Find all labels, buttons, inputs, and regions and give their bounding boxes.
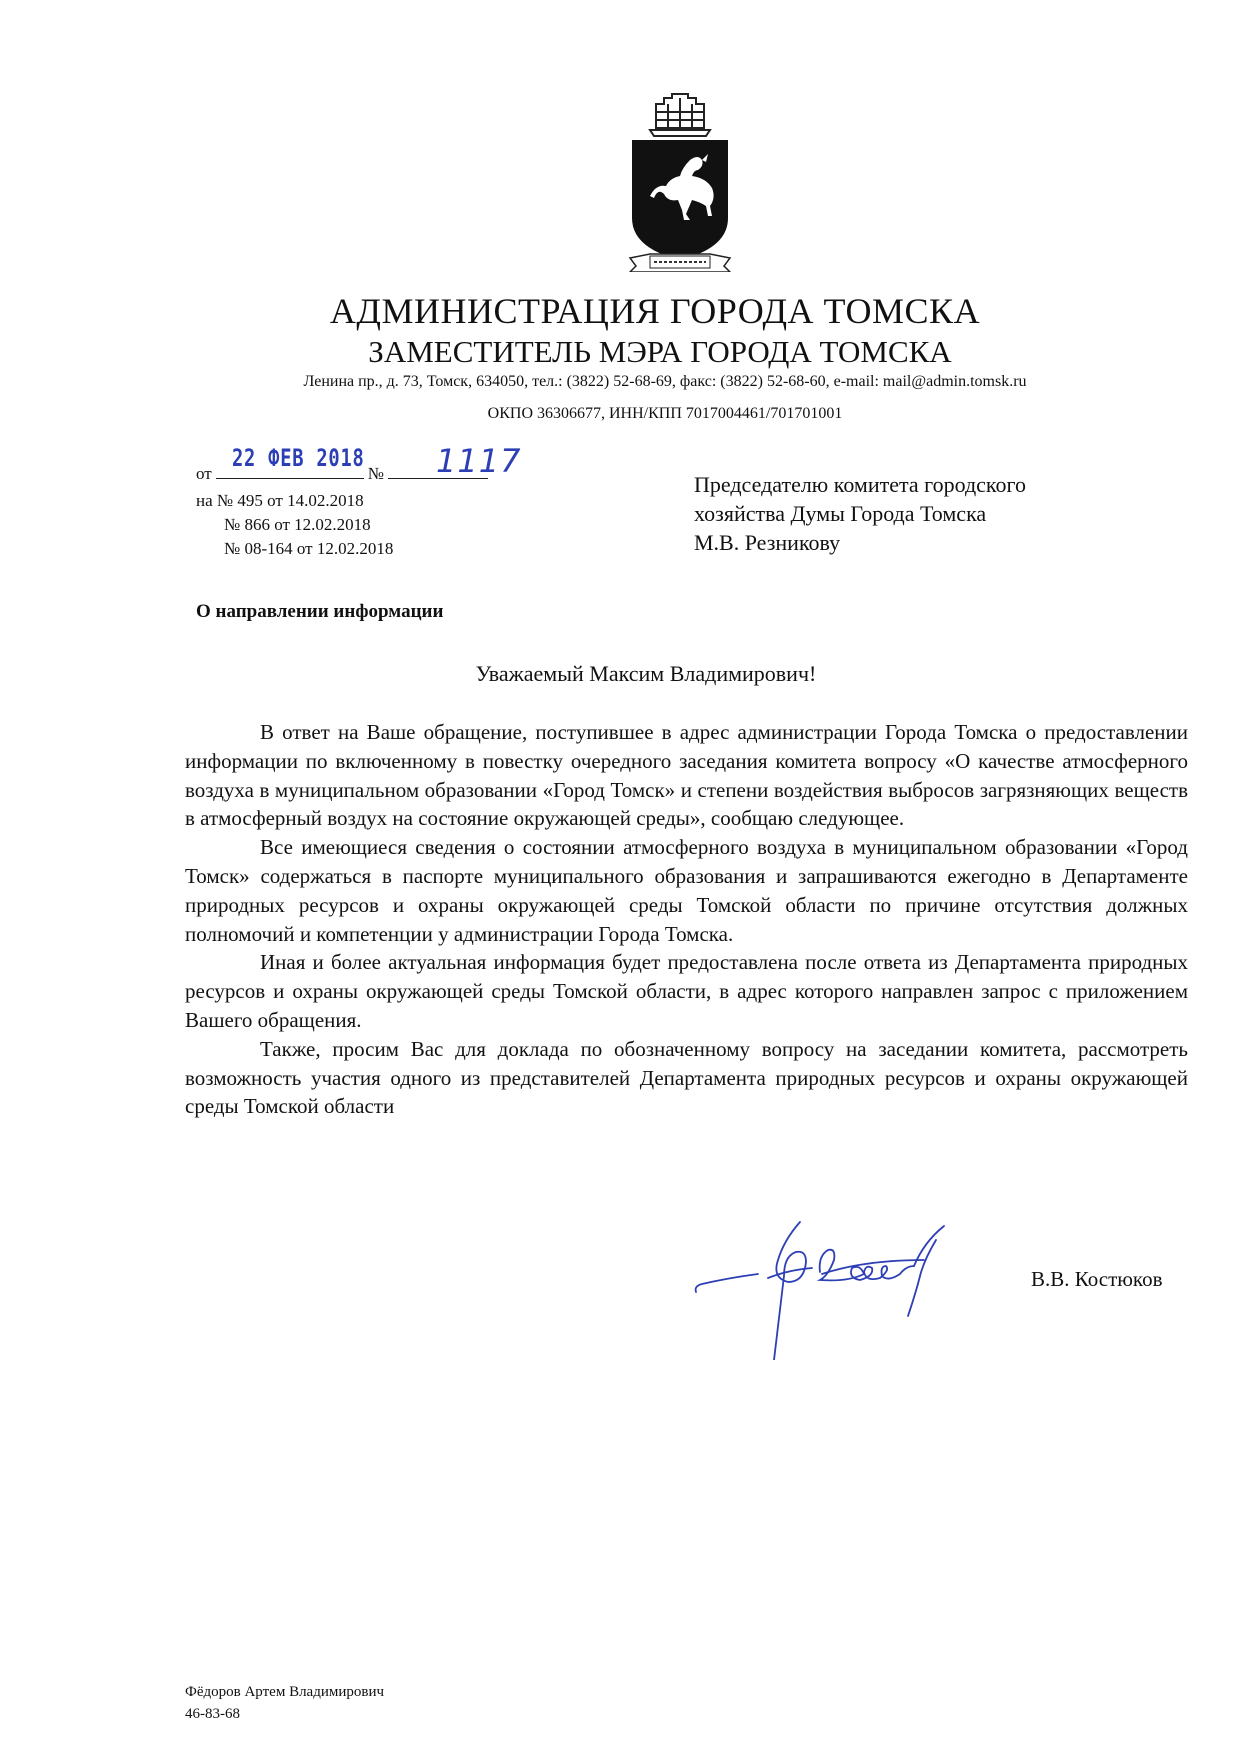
reference-3: № 08-164 от 12.02.2018	[224, 539, 394, 558]
organization-codes: ОКПО 36306677, ИНН/КПП 7017004461/701701001	[487, 405, 843, 422]
recipient-line: хозяйства Думы Города Томска	[694, 501, 987, 526]
executor-info	[185, 1681, 384, 1725]
from-label: от	[196, 464, 212, 483]
recipient-line: Председателю комитета городского	[694, 472, 1026, 497]
recipient-line: М.В. Резникову	[694, 530, 841, 555]
organization-subtitle: ЗАМЕСТИТЕЛЬ МЭРА ГОРОДА ТОМСКА	[368, 334, 952, 369]
recipient-block	[694, 470, 1026, 557]
body-paragraph: Иная и более актуальная информация будет предоставлена после ответа из Департамента природных ресурсов и охраны окружающей среды Томской области, в адрес которого направлен запрос с приложением Вашего обращения.	[185, 950, 1188, 1032]
organization-address: Ленина пр., д. 73, Томск, 634050, тел.: (3822) 52-68-69, факс: (3822) 52-68-60, e-mail: mail@admin.tomsk.ru	[303, 373, 1027, 390]
letter-body	[185, 718, 1188, 1121]
signature-icon	[688, 1220, 978, 1360]
letter-greeting: Уважаемый Максим Владимирович!	[475, 661, 817, 686]
signer-name: В.В. Костюков	[1031, 1267, 1163, 1291]
reference-1: на № 495 от 14.02.2018	[196, 491, 364, 510]
body-paragraph: В ответ на Ваше обращение, поступившее в адрес администрации Города Томска о предоставлении информации по включенному в повестку очередного заседания комитета вопросу «О качестве атмосферного воздуха в муниципальном образовании «Город Томск» и степени воздействия выбросов загрязняющих веществ в атмосферный воздух на состояние окружающей среды», сообщаю следующее.	[185, 720, 1188, 831]
number-label: №	[367, 464, 384, 483]
body-paragraph: Также, просим Вас для доклада по обозначенному вопросу на заседании комитета, рассмотреть возможность участия одного из представителей Департамента природных ресурсов и охраны окружающей среды Томской области	[185, 1036, 1188, 1119]
executor-phone: 46-83-68	[185, 1706, 240, 1722]
reference-2: № 866 от 12.02.2018	[224, 515, 371, 534]
tomsk-coat-of-arms-icon	[620, 90, 740, 272]
body-paragraph: Все имеющиеся сведения о состоянии атмосферного воздуха в муниципальном образовании «Город Томск» содержаться в паспорте муниципального образования и запрашиваются ежегодно в Департаменте природных ресурсов и охраны окружающей среды Томской области по причине отсутствия должных полномочий и компетенции у администрации Города Томска.	[185, 835, 1188, 946]
date-blank	[216, 478, 364, 479]
organization-title: АДМИНИСТРАЦИЯ ГОРОДА ТОМСКА	[329, 291, 981, 331]
date-stamp: 22 ФЕВ 2018	[232, 444, 365, 472]
executor-name: Фёдоров Артем Владимирович	[185, 1684, 385, 1700]
letter-subject: О направлении информации	[196, 601, 444, 622]
handwritten-number: 1117	[436, 442, 522, 480]
